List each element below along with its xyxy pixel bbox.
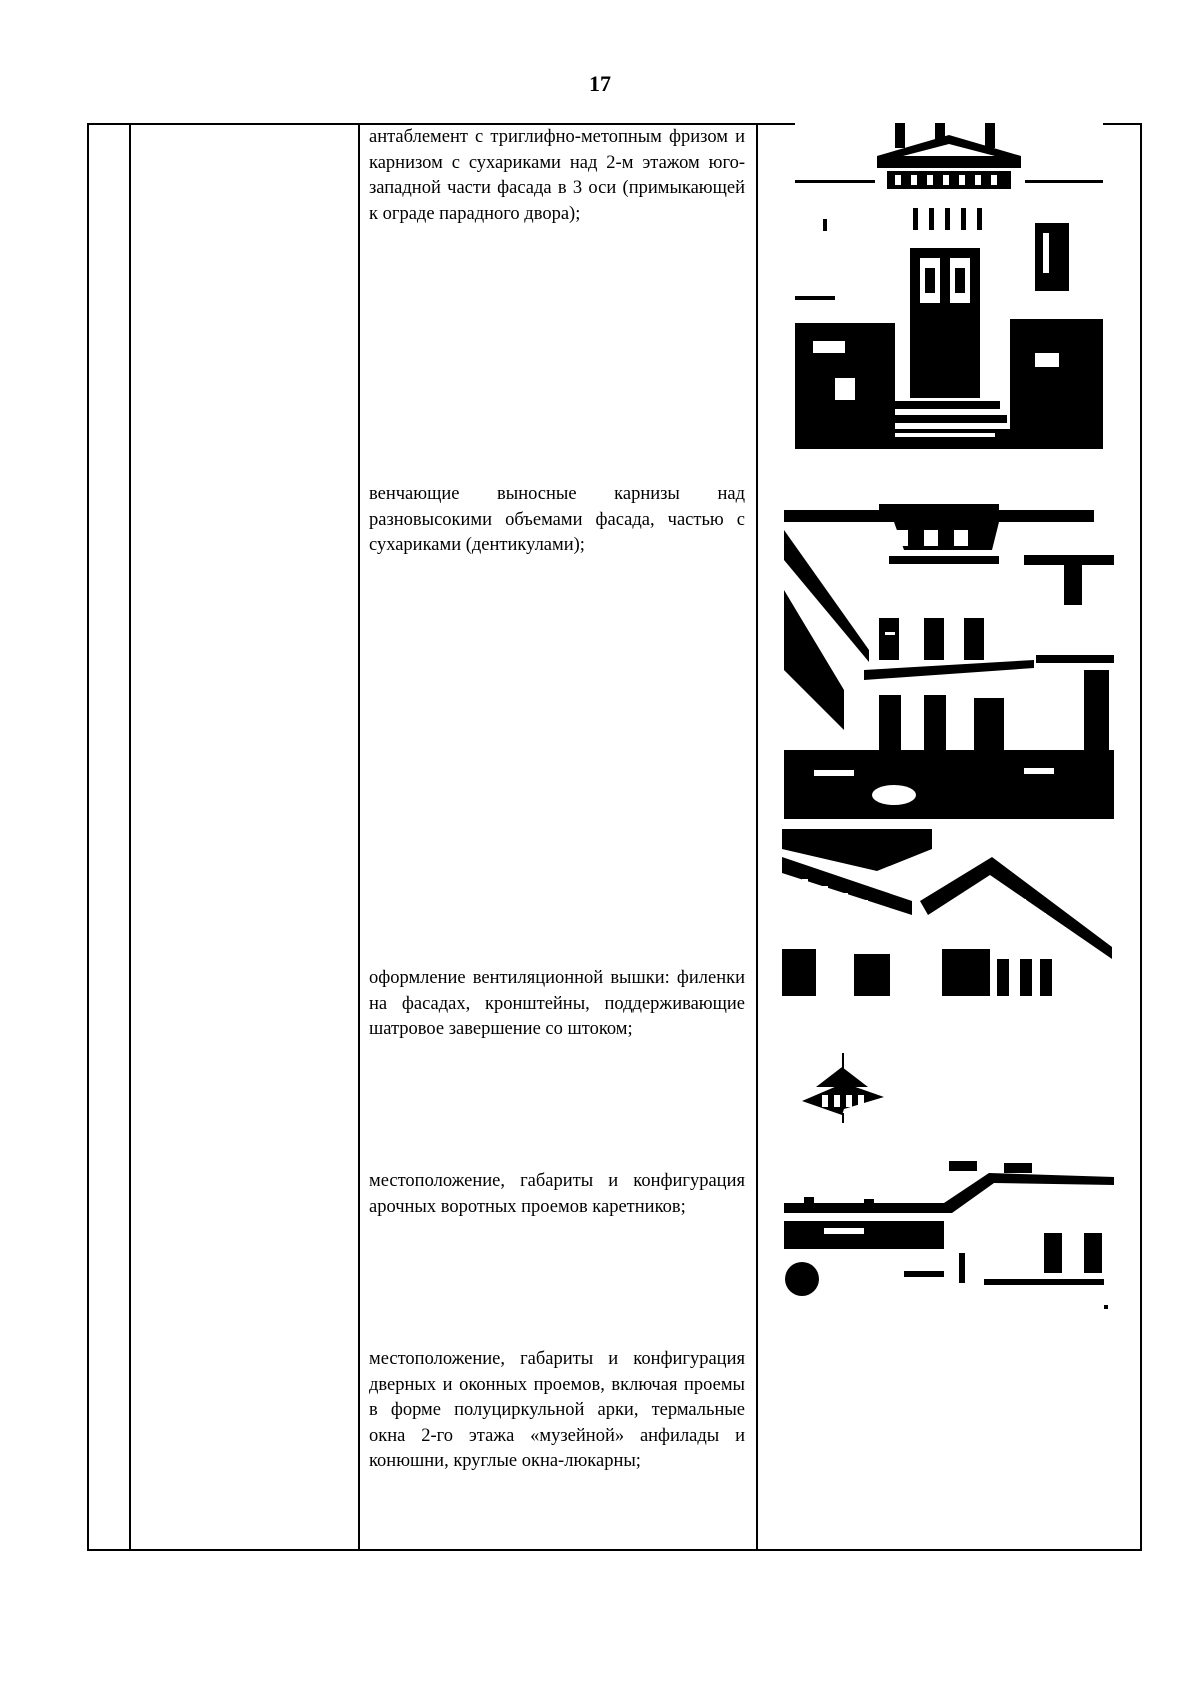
item-carriage-house-gates: местоположение, габариты и конфигурация арочных воротных проемов каретников;: [369, 1171, 745, 1217]
item-door-window-openings: местоположение, габариты и конфигурация дверных и оконных проемов, включая проемы в форме полуциркульной арки, термальные окна 2-го этажа «музейной» анфилады и конюшни, круглые окна-люкарны;: [369, 1349, 745, 1471]
photo-entrance-portal: [795, 123, 1103, 449]
column-divider-2: [358, 123, 360, 1551]
item-crowning-cornices: венчающие выносные карнизы над разновысокими объемами фасада, частью с сухариками (дентикулами);: [369, 484, 745, 555]
page-number: 17: [589, 71, 611, 96]
column-divider-1: [129, 123, 131, 1551]
photo-ventilation-tower: [784, 1053, 1114, 1311]
photo-cornice-dentils: [782, 829, 1112, 996]
column-divider-3: [756, 123, 758, 1551]
item-entablature: антаблемент с триглифно-метопным фризом и карнизом с сухариками над 2-м этажом юго-западной части фасада в 3 оси (примыкающей к ограде парадного двора);: [369, 127, 745, 224]
item-ventilation-tower: оформление вентиляционной вышки: филенки на фасадах, кронштейны, поддерживающие шатровое завершение со штоком;: [369, 968, 745, 1039]
photo-courtyard-facade: [784, 500, 1114, 819]
